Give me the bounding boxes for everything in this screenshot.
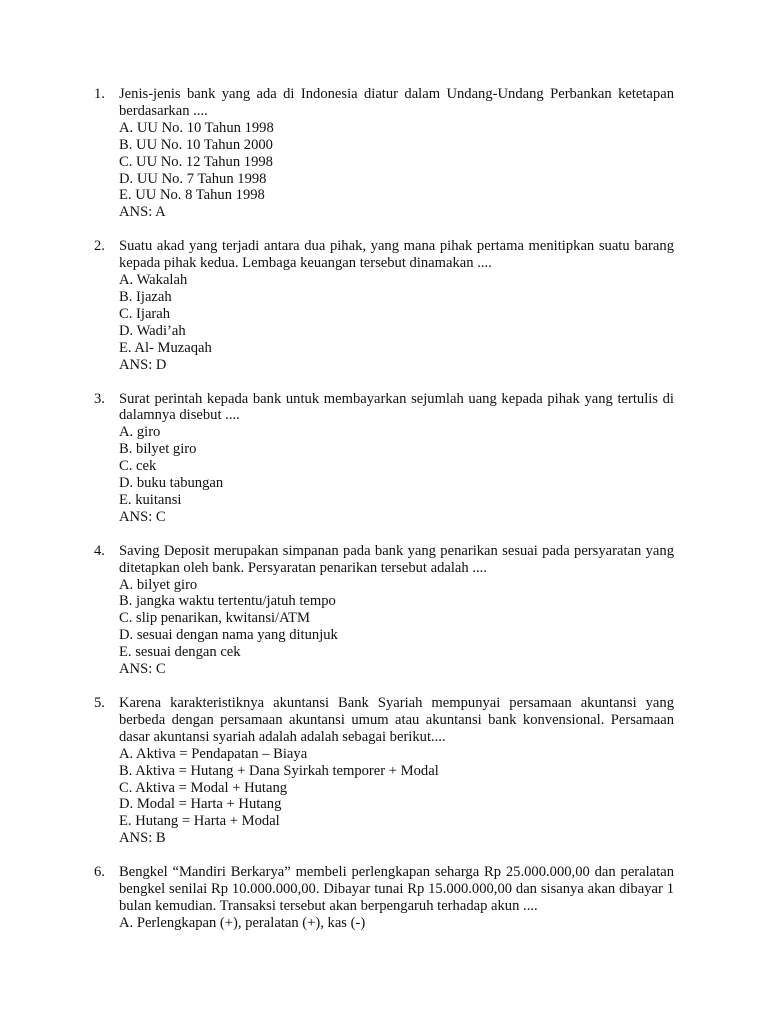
option-e: E. kuitansi [119,491,182,508]
option-a: A. Aktiva = Pendapatan – Biaya [119,745,308,762]
answer-key: ANS: A [119,204,166,221]
option-d: D. UU No. 7 Tahun 1998 [119,170,267,187]
option-a: A. bilyet giro [119,576,198,593]
option-b: B. bilyet giro [119,441,197,458]
option-list [119,272,674,357]
question-number: 4. [94,542,105,559]
option-c: C. cek [119,458,157,475]
option-a: A. Wakalah [119,272,188,289]
option-list [119,746,674,831]
option-c: C. slip penarikan, kwitansi/ATM [119,610,310,627]
question-text: Bengkel “Mandiri Berkarya” membeli perlengkapan seharga Rp 25.000.000,00 dan peralatan bengkel senilai Rp 10.000.000,00. Dibayar tunai Rp 15.000.000,00 dan sisanya akan dibayar 1 bulan kemudian. Transaksi tersebut akan berpengaruh terhadap akun .... [119,864,674,914]
option-list [119,577,674,662]
answer-key: ANS: C [119,508,166,525]
question-3 [94,391,674,526]
question-number: 5. [94,695,105,711]
question-list [94,86,674,949]
option-b: B. Ijazah [119,288,172,305]
option-a: A. UU No. 10 Tahun 1998 [119,119,274,136]
question-text: Jenis-jenis bank yang ada di Indonesia diatur dalam Undang-Undang Perbankan ketetapan berdasarkan .... [119,86,674,119]
option-d: D. Modal = Harta + Hutang [119,796,282,813]
option-e: E. Al- Muzaqah [119,339,212,356]
answer-key: ANS: D [119,356,167,373]
question-6 [94,864,674,932]
option-c: C. UU No. 12 Tahun 1998 [119,153,273,170]
option-list [119,120,674,205]
option-e: E. Hutang = Harta + Modal [119,813,280,830]
option-b: B. jangka waktu tertentu/jatuh tempo [119,593,336,610]
option-c: C. Aktiva = Modal + Hutang [119,779,288,796]
question-number: 1. [94,86,105,102]
option-e: E. UU No. 8 Tahun 1998 [119,187,265,204]
question-text: Saving Deposit merupakan simpanan pada bank yang penarikan sesuai pada persyaratan yang ditetapkan oleh bank. Persyaratan penarikan tersebut adalah .... [119,542,674,576]
option-b: B. Aktiva = Hutang + Dana Syirkah temporer + Modal [119,762,439,779]
option-d: D. buku tabungan [119,475,224,492]
option-list [119,915,674,932]
question-text: Suatu akad yang terjadi antara dua pihak, yang mana pihak pertama menitipkan suatu barang kepada pihak kedua. Lembaga keuangan tersebut dinamakan .... [119,238,674,272]
answer-key: ANS: B [119,830,166,847]
question-1 [94,86,674,221]
question-2 [94,238,674,373]
option-b: B. UU No. 10 Tahun 2000 [119,136,273,153]
question-number: 2. [94,238,105,255]
option-c: C. Ijarah [119,305,171,322]
option-a: A. Perlengkapan (+), peralatan (+), kas (-) [119,914,366,931]
question-text: Surat perintah kepada bank untuk membayarkan sejumlah uang kepada pihak yang tertulis di dalamnya disebut .... [119,390,674,424]
option-list [119,424,674,509]
option-d: D. sesuai dengan nama yang ditunjuk [119,627,338,644]
answer-key: ANS: C [119,661,166,678]
question-number: 3. [94,390,105,407]
option-e: E. sesuai dengan cek [119,644,241,661]
question-4 [94,543,674,678]
question-5 [94,695,674,847]
question-number: 6. [94,864,105,881]
question-text: Karena karakteristiknya akuntansi Bank Syariah mempunyai persamaan akuntansi yang berbeda dengan persamaan akuntansi umum atau akuntansi bank konvensional. Persamaan dasar akuntansi syariah adalah adalah sebagai berikut.... [119,695,674,745]
option-a: A. giro [119,424,161,441]
option-d: D. Wadi’ah [119,322,186,339]
